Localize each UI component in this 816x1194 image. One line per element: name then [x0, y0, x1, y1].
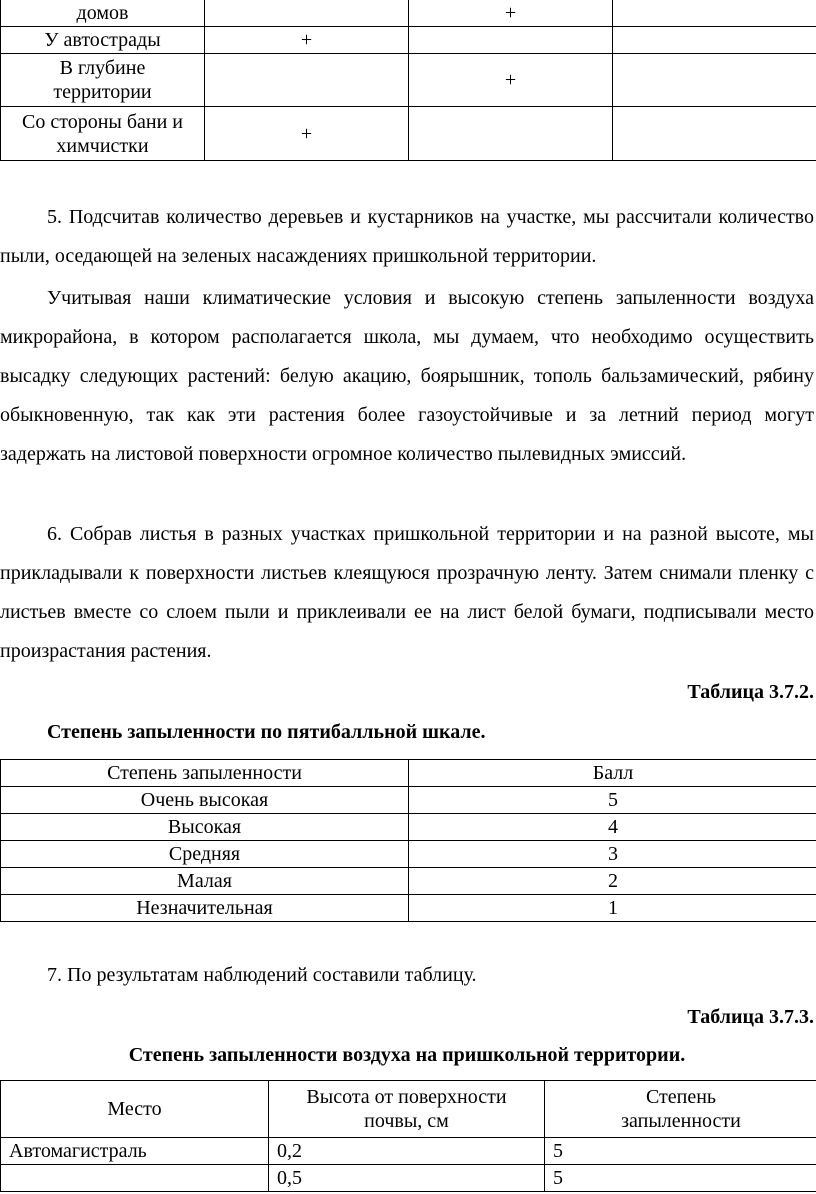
table-header-cell: Балл [409, 760, 816, 787]
table-cell: 4 [409, 814, 816, 841]
table-label: Таблица 3.7.3. [687, 1006, 814, 1028]
table-cell: Очень высокая [1, 787, 409, 814]
table-cell: домов [1, 0, 205, 27]
table-row [1, 27, 816, 54]
table-row [1, 895, 816, 922]
table-row [1, 54, 816, 107]
table-cell [1, 1165, 269, 1192]
table-header-row [1, 760, 816, 787]
table-label: Таблица 3.7.2. [687, 681, 814, 703]
table-cell: Средняя [1, 841, 409, 868]
table-air-dust [0, 1080, 816, 1192]
table-row [1, 841, 816, 868]
table-header-cell: Место [1, 1081, 269, 1138]
table-title: Степень запыленности по пятибалльной шкале. [47, 721, 486, 743]
table-cell: + [409, 0, 613, 27]
table-cell [409, 27, 613, 54]
table-row [1, 814, 816, 841]
table-dust-scale [0, 759, 816, 922]
table-row [1, 107, 816, 161]
table-cell [613, 27, 816, 54]
table-cell: 2 [409, 868, 816, 895]
table-cell: + [205, 107, 409, 161]
table-cell [205, 54, 409, 107]
table-cell: У автострады [1, 27, 205, 54]
table-cell: 5 [409, 787, 816, 814]
table-cell: Малая [1, 868, 409, 895]
table-cell: В глубине территории [1, 54, 205, 107]
table-row [1, 868, 816, 895]
table-cell [613, 54, 816, 107]
table-cell: 5 [545, 1165, 816, 1192]
table-row [1, 0, 816, 27]
paragraph-5: 5. Подсчитав количество деревьев и кустарников на участке, мы рассчитали количество пыли, оседающей на зеленых насаждениях пришкольной территории. [0, 206, 814, 267]
table-cell: 0,5 [269, 1165, 545, 1192]
table-cell: 1 [409, 895, 816, 922]
table-cell: Со стороны бани и химчистки [1, 107, 205, 161]
table-cell: + [205, 27, 409, 54]
table-header-cell: Степень запыленности [545, 1081, 816, 1138]
table-cell: Автомагистраль [1, 1138, 269, 1165]
table-cell: 0,2 [269, 1138, 545, 1165]
table-cell: Незначительная [1, 895, 409, 922]
table-cell: 3 [409, 841, 816, 868]
table-cell: 5 [545, 1138, 816, 1165]
table-cell [613, 0, 816, 27]
table-cell [409, 107, 613, 161]
table-observations-top [0, 0, 816, 161]
table-row [1, 787, 816, 814]
table-header-row [1, 1081, 816, 1138]
paragraph-7: 7. По результатам наблюдений составили таблицу. [47, 964, 477, 986]
table-cell [613, 107, 816, 161]
paragraph-6: 6. Собрав листья в разных участках пришкольной территории и на разной высоте, мы прикладывали к поверхности листьев клеящуюся прозрачную ленту. Затем снимали пленку с листьев вместе со слоем пыли и приклеивали ее на лист белой бумаги, подписывали место произрастания растения. [0, 523, 814, 662]
table-title: Степень запыленности воздуха на пришкольной территории. [128, 1044, 686, 1066]
table-header-cell: Степень запыленности [1, 760, 409, 787]
table-row [1, 1165, 816, 1192]
table-cell [205, 0, 409, 27]
table-row [1, 1138, 816, 1165]
paragraph-climate: Учитывая наши климатические условия и высокую степень запыленности воздуха микрорайона, в котором располагается школа, мы думаем, что необходимо осуществить высадку следующих растений: белую акацию, боярышник, тополь бальзамический, рябину обыкновенную, так как эти растения более газоустойчивые и за летний период могут задержать на листовой поверхности огромное количество пылевидных эмиссий. [0, 287, 814, 465]
table-cell: Высокая [1, 814, 409, 841]
table-cell: + [409, 54, 613, 107]
table-header-cell: Высота от поверхности почвы, см [269, 1081, 545, 1138]
